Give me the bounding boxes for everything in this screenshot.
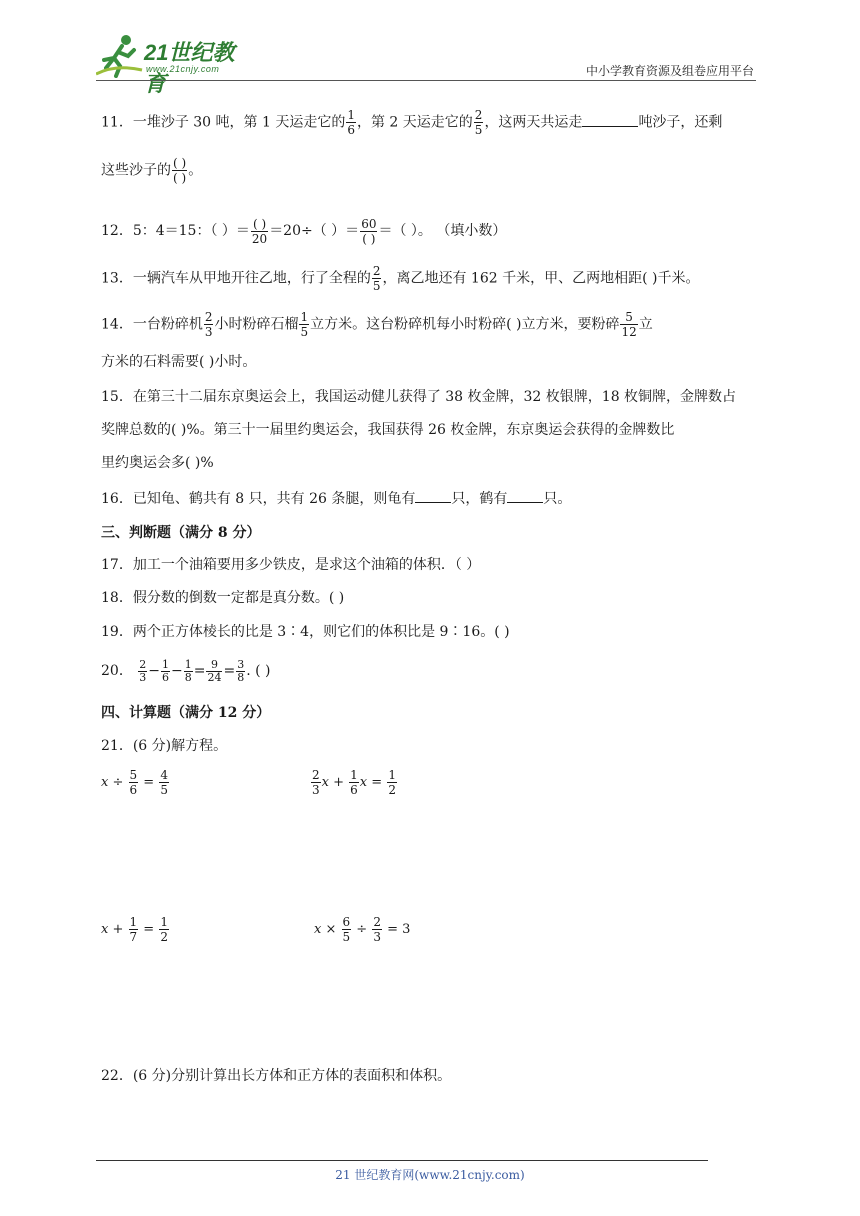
question-14: 14．一台粉碎机 $\frac{2}{3}$ 小时粉碎石榴 $\frac{1}{5}$ 立方米。这台粉碎机每小时粉碎( )立方米，要粉碎 $\frac{5}{12}$ 立 xyxy=(101,310,653,339)
question-18: 18．假分数的倒数一定都是真分数。( ) xyxy=(101,590,345,606)
equation-3: x + $\frac{1}{7}$ = $\frac{1}{2}$ xyxy=(101,915,168,944)
equation-2: $\frac{2}{3}$ x + $\frac{1}{6}$ x = $\frac{1}{2}$ xyxy=(312,768,396,797)
fraction: $\frac{2}{3}$ xyxy=(312,768,320,797)
fraction: $\frac{2}{3}$ xyxy=(204,310,213,339)
fraction: $\frac{2}{5}$ xyxy=(372,264,381,293)
equation-4: x × $\frac{6}{5}$ ÷ $\frac{2}{3}$ = 3 xyxy=(314,915,411,944)
question-15-line1: 15．在第三十二届东京奥运会上，我国运动健儿获得了 38 枚金牌，32 枚银牌，18 枚铜牌，金牌数占 xyxy=(101,389,737,405)
fraction: $\frac{60}{( )}$ xyxy=(361,216,377,246)
fraction: $\frac{2}{3}$ xyxy=(139,657,147,684)
fraction: $\frac{4}{5}$ xyxy=(160,768,168,797)
footer-text: 21 世纪教育网(www.21cnjy.com) xyxy=(335,1168,525,1182)
question-12: 12．5：4＝15：（ ）＝ $\frac{( )}{20}$ ＝20÷（ ）＝ $\frac{60}{( )}$ ＝（ ）。 （填小数） xyxy=(101,216,507,246)
question-17: 17．加工一个油箱要用多少铁皮，是求这个油箱的体积．（ ） xyxy=(101,557,481,573)
question-22: 22．(6 分)分别计算出长方体和正方体的表面积和体积。 xyxy=(101,1068,452,1084)
logo-text: 21世纪教育 xyxy=(144,40,235,96)
question-14-line2: 方米的石料需要( )小时。 xyxy=(101,354,257,370)
answer-fraction-blank[interactable]: $\frac{( )}{( )}$ xyxy=(173,156,187,185)
footer-divider xyxy=(96,1160,708,1161)
section-4-heading: 四、计算题（满分 12 分） xyxy=(101,705,271,721)
fraction: $\frac{3}{8}$ xyxy=(237,657,245,684)
fraction: $\frac{1}{7}$ xyxy=(129,915,138,944)
question-20: 20． $\frac{2}{3}$ − $\frac{1}{6}$ − $\frac{1}{8}$ = $\frac{9}{24}$ = $\frac{3}{8}$ . ( ) xyxy=(101,657,271,684)
fraction: $\frac{2}{5}$ xyxy=(474,108,483,137)
header-divider xyxy=(96,80,756,81)
fraction: $\frac{1}{2}$ xyxy=(388,768,396,797)
fraction: $\frac{1}{2}$ xyxy=(160,915,168,944)
section-3-heading: 三、判断题（满分 8 分） xyxy=(101,525,261,541)
question-15-line3: 里约奥运会多( )% xyxy=(101,455,214,471)
logo xyxy=(96,34,256,96)
answer-blank[interactable] xyxy=(415,502,451,503)
logo-url: www.21cnjy.com xyxy=(146,64,220,74)
fraction: $\frac{2}{3}$ xyxy=(373,915,381,944)
answer-blank[interactable] xyxy=(582,126,638,127)
fraction: $\frac{9}{24}$ xyxy=(207,657,222,684)
fraction: $\frac{5}{12}$ xyxy=(621,310,637,339)
fraction: $\frac{6}{5}$ xyxy=(342,915,351,944)
answer-blank[interactable] xyxy=(507,502,543,503)
question-11: 11．一堆沙子 30 吨，第 1 天运走它的 $\frac{1}{6}$ ，第 2 天运走它的 $\frac{2}{5}$ ，这两天共运走 吨沙子，还剩 xyxy=(101,108,723,137)
fraction: $\frac{( )}{20}$ xyxy=(251,216,268,246)
question-19: 19．两个正方体棱长的比是 3∶4，则它们的体积比是 9∶16。( ) xyxy=(101,624,510,640)
question-11-line2: 这些沙子的 $\frac{( )}{( )}$ 。 xyxy=(101,156,203,185)
runner-logo-icon xyxy=(96,34,144,78)
fraction: $\frac{1}{8}$ xyxy=(184,657,192,684)
fraction: $\frac{5}{6}$ xyxy=(129,768,138,797)
fraction: $\frac{1}{6}$ xyxy=(350,768,358,797)
question-13: 13．一辆汽车从甲地开往乙地，行了全程的 $\frac{2}{5}$ ，离乙地还有 162 千米，甲、乙两地相距( )千米。 xyxy=(101,264,700,293)
question-15-line2: 奖牌总数的( )%。第三十一届里约奥运会，我国获得 26 枚金牌，东京奥运会获得的金牌数比 xyxy=(101,422,675,438)
question-21-title: 21．(6 分)解方程。 xyxy=(101,738,228,754)
fraction: $\frac{1}{6}$ xyxy=(162,657,170,684)
question-16: 16．已知龟、鹤共有 8 只，共有 26 条腿，则龟有 只，鹤有 只。 xyxy=(101,491,572,507)
fraction: $\frac{1}{6}$ xyxy=(347,108,355,137)
platform-title: 中小学教育资源及组卷应用平台 xyxy=(585,64,754,78)
fraction: $\frac{1}{5}$ xyxy=(300,310,309,339)
equation-1: x ÷ $\frac{5}{6}$ = $\frac{4}{5}$ xyxy=(101,768,168,797)
